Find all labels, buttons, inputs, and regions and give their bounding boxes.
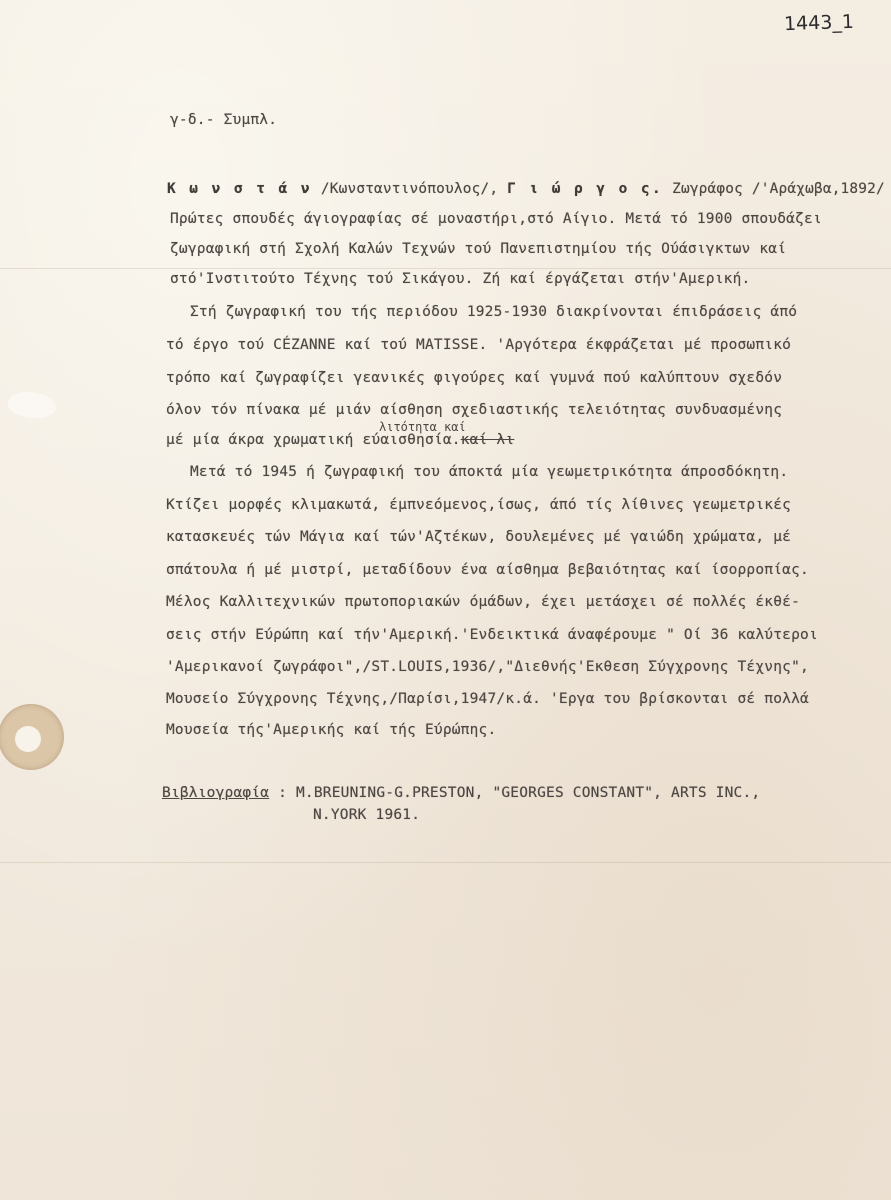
body-line: όλον τόν πίνακα μέ μιάν αίσθηση σχεδιαστικής τελειότητας συνδυασμένης — [166, 402, 783, 418]
paper-fold — [0, 862, 891, 863]
body-line: στό'Ινστιτούτο Τέχνης τού Σικάγου. Ζή καί έργάζεται στήν'Αμερική. — [170, 271, 751, 287]
body-line: Πρώτες σπουδές άγιογραφίας σέ μοναστήρι,στό Αίγιο. Μετά τό 1900 σπουδάζει — [170, 211, 822, 227]
bibliography-entry: M.BREUNING-G.PRESTON, "GEORGES CONSTANT", ARTS INC., — [295, 785, 761, 801]
bibliography-line — [162, 785, 760, 801]
archive-reference: 1443_1 — [783, 10, 855, 36]
body-line: 'Αμερικανοί ζωγράφοι",/ST.LOUIS,1936/,"Διεθνής'Εκθεση Σύγχρονης Τέχνης", — [166, 659, 809, 675]
body-line: σπάτουλα ή μέ μιστρί, μεταδίδουν ένα αίσθημα βεβαιότητας καί ίσορροπίας. — [166, 562, 809, 578]
body-line: Μουσείο Σύγχρονης Τέχνης,/Παρίσι,1947/κ.ά. 'Εργα του βρίσκονται σέ πολλά — [166, 691, 809, 707]
entry-surname-full: /Κωνσταντινόπουλος/, — [320, 181, 499, 197]
body-line: Μουσεία τής'Αμερικής καί τής Εύρώπης. — [166, 722, 497, 738]
body-line: Μέλος Καλλιτεχνικών πρωτοποριακών όμάδων, έχει μετάσχει σέ πολλές έκθέ- — [166, 594, 801, 610]
body-line: κατασκευές τών Μάγια καί τών'Αζτέκων, δουλεμένες μέ γαιώδη χρώματα, μέ — [166, 529, 792, 545]
typed-insertion: λιτότητα καί — [379, 420, 466, 434]
entry-profession: Ζωγράφος /'Αράχωβα,1892/ — [672, 181, 885, 197]
entry-heading — [167, 181, 885, 197]
body-line: σεις στήν Εύρώπη καί τήν'Αμερική.'Ενδεικτικά άναφέρουμε " Οί 36 καλύτεροι — [166, 627, 818, 643]
bibliography-label: Βιβλιογραφία — [162, 785, 270, 801]
body-line-with-correction: μέ μία άκρα χρωματική εύαισθησία.καί λι — [166, 432, 515, 448]
bibliography-separator: : — [278, 785, 288, 801]
entry-firstname: Γ ι ώ ρ γ ο ς. — [507, 181, 664, 197]
bibliography-line-2: N.YORK 1961. — [313, 807, 421, 823]
body-line: τό έργο τού CÉZANNE καί τού MATISSE. 'Αργότερα έκφράζεται μέ προσωπικό — [166, 337, 792, 353]
body-line: Στή ζωγραφική του τής περιόδου 1925-1930 διακρίνονται έπιδράσεις άπό — [190, 304, 798, 320]
body-line: ζωγραφική στή Σχολή Καλών Τεχνών τού Πανεπιστημίου τής Ούάσιγκτων καί — [170, 241, 787, 257]
body-line: Κτίζει μορφές κλιμακωτά, έμπνεόμενος,ίσως, άπό τίς λίθινες γεωμετρικές — [166, 497, 792, 513]
entry-surname: Κ ω ν σ τ ά ν — [167, 181, 312, 197]
body-line: τρόπο καί ζωγραφίζει γεανικές φιγούρες καί γυμνά πού καλύπτουν σχεδόν — [166, 370, 783, 386]
header-code: γ-δ.- Συμπλ. — [170, 112, 278, 128]
paper-tear — [8, 392, 56, 418]
paper-fold — [0, 268, 891, 269]
punch-hole-reinforcement — [0, 704, 64, 770]
struck-text: καί λι — [460, 432, 515, 448]
body-line: Μετά τό 1945 ή ζωγραφική του άποκτά μία γεωμετρικότητα άπροσδόκητη. — [190, 464, 789, 480]
